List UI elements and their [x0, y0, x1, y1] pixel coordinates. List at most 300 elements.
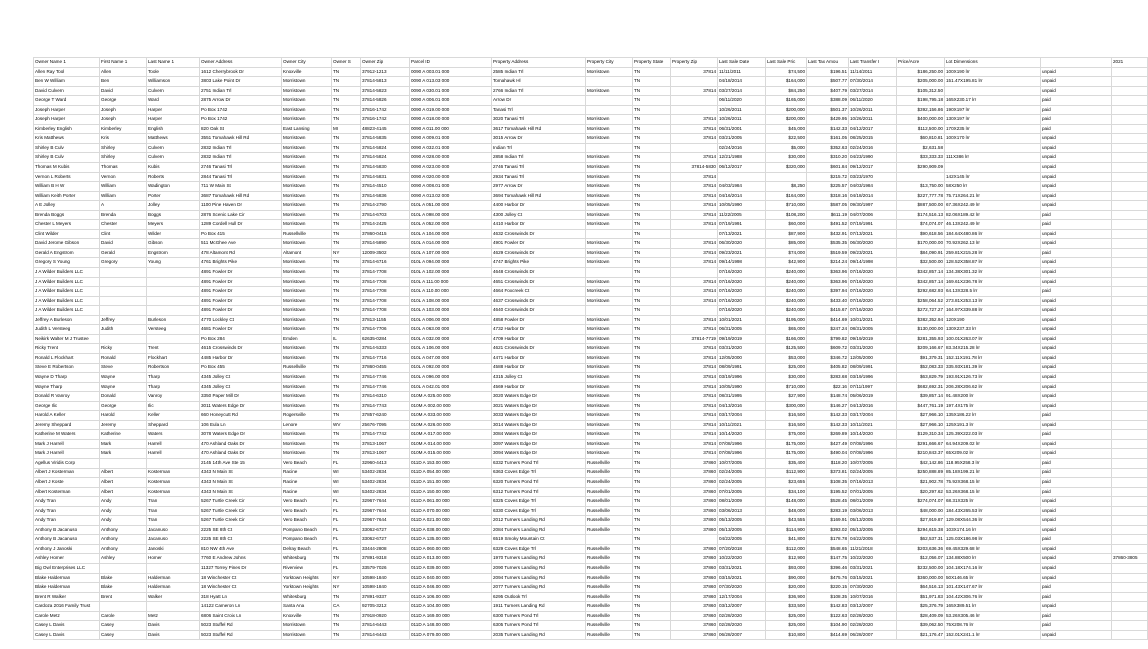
cell-owner_city[interactable]: Vero Beach — [282, 516, 332, 526]
cell-price_per_acre[interactable]: $232,500.00 — [897, 563, 945, 573]
cell-last_sale_date[interactable]: 10/26/2011 — [718, 105, 766, 115]
cell-property_city[interactable] — [586, 77, 633, 87]
cell-owner_address[interactable]: 5267 Turtle Creek Cir — [200, 506, 282, 516]
table-row[interactable] — [34, 602, 1148, 612]
cell-last_tax_amount[interactable]: $142.83 — [807, 602, 849, 612]
table-row[interactable] — [34, 143, 1148, 153]
cell-owner_name[interactable]: Katherine M Waters — [34, 430, 100, 440]
cell-last_tax_amount[interactable]: $122.63 — [807, 611, 849, 621]
cell-owner_zip[interactable]: 33444-2808 — [361, 544, 410, 554]
cell-price_per_acre[interactable]: $682,692.31 — [897, 382, 945, 392]
cell-owner_name[interactable]: Brenda Boggs — [34, 210, 100, 220]
cell-last_sale_price[interactable]: $30,000 — [766, 373, 807, 383]
cell-property_state[interactable]: TN — [633, 373, 671, 383]
cell-owner_city[interactable]: Morristown — [282, 77, 332, 87]
cell-owner_name[interactable]: Kimberley English — [34, 124, 100, 134]
cell-owner_name[interactable]: Harold A Keller — [34, 411, 100, 421]
column-header-property_zip[interactable]: Property Zip — [671, 58, 718, 68]
cell-last_transfer[interactable]: 10/11/2021 — [849, 420, 897, 430]
cell-property_state[interactable]: TN — [633, 630, 671, 640]
cell-status[interactable]: paid — [1041, 124, 1112, 134]
table-row[interactable] — [34, 229, 1148, 239]
cell-property_zip[interactable]: 37814 — [671, 153, 718, 163]
cell-property_address[interactable]: 1970 Turners Landing Rd — [492, 554, 586, 564]
table-row[interactable] — [34, 287, 1148, 297]
cell-owner_state[interactable]: TN — [332, 363, 361, 373]
cell-parcel_id[interactable]: 010M A 002.00 000 — [410, 401, 492, 411]
cell-owner_city[interactable]: Santa Ana — [282, 602, 332, 612]
cell-last_sale_price[interactable] — [766, 172, 807, 182]
cell-lot_dimensions[interactable]: 170X235 lrr — [945, 124, 1041, 134]
cell-last_transfer[interactable]: 11/21/2018 — [849, 544, 897, 554]
cell-last_tax_amount[interactable]: $283.68 — [807, 373, 849, 383]
cell-owner_name[interactable]: Judith L Versteeg — [34, 325, 100, 335]
cell-last_tax_amount[interactable]: $269.89 — [807, 430, 849, 440]
cell-parcel_id[interactable]: 0090 A 030.01 000 — [410, 86, 492, 96]
cell-property_zip[interactable]: 37814 — [671, 449, 718, 459]
cell-owner_address[interactable]: 478 Altamont Rd — [200, 248, 282, 258]
cell-owner_address[interactable]: 3551 Tomahawk Hill Rd — [200, 134, 282, 144]
cell-property_state[interactable]: TN — [633, 573, 671, 583]
cell-price_per_acre[interactable]: $360,000.00 — [897, 573, 945, 583]
cell-owner_name[interactable]: Mark J Harrell — [34, 449, 100, 459]
cell-year[interactable] — [1112, 306, 1148, 316]
cell-first_name[interactable]: Jeffrey — [100, 315, 147, 325]
cell-property_address[interactable]: Arrow Dr — [492, 96, 586, 106]
cell-property_state[interactable]: TN — [633, 430, 671, 440]
cell-owner_zip[interactable]: 37860-0415 — [361, 229, 410, 239]
cell-last_name[interactable]: Williamson — [147, 77, 200, 87]
cell-property_address[interactable]: 4471 Harbor Dr — [492, 353, 586, 363]
cell-property_address[interactable]: 2977 Arrow Dr — [492, 182, 586, 192]
cell-last_sale_date[interactable] — [718, 172, 766, 182]
cell-price_per_acre[interactable]: $64,516.13 — [897, 583, 945, 593]
cell-last_sale_price[interactable]: $90,000 — [766, 573, 807, 583]
cell-property_state[interactable]: TN — [633, 315, 671, 325]
cell-last_name[interactable]: Waters — [147, 430, 200, 440]
cell-year[interactable] — [1112, 392, 1148, 402]
cell-owner_address[interactable]: 4485 Harbor Dr — [200, 353, 282, 363]
cell-owner_zip[interactable]: 33579-7026 — [361, 563, 410, 573]
column-header-last_transfer[interactable]: Last Transfer I — [849, 58, 897, 68]
cell-last_transfer[interactable]: 06/30/2020 — [849, 239, 897, 249]
cell-owner_state[interactable]: TN — [332, 134, 361, 144]
cell-last_sale_date[interactable]: 07/16/2020 — [718, 306, 766, 316]
cell-price_per_acre[interactable]: $272,727.27 — [897, 306, 945, 316]
cell-last_tax_amount[interactable]: $108.35 — [807, 592, 849, 602]
cell-property_address[interactable]: 4621 Crosswinds Dr — [492, 344, 586, 354]
cell-status[interactable]: unpaid — [1041, 544, 1112, 554]
cell-owner_zip[interactable]: 37814-6443 — [361, 630, 410, 640]
cell-first_name[interactable]: Ben — [100, 77, 147, 87]
cell-price_per_acre[interactable]: $74,074.07 — [897, 220, 945, 230]
cell-lot_dimensions[interactable]: 101.43X147.67 lrr — [945, 583, 1041, 593]
cell-last_transfer[interactable]: 08/09/1991 — [849, 363, 897, 373]
cell-last_transfer[interactable]: 10/26/2011 — [849, 105, 897, 115]
cell-lot_dimensions[interactable]: 129.08X544.36 lrr — [945, 516, 1041, 526]
cell-owner_city[interactable]: Morristown — [282, 153, 332, 163]
cell-property_zip[interactable]: 37814 — [671, 220, 718, 230]
cell-property_city[interactable]: Russellville — [586, 458, 633, 468]
cell-last_name[interactable]: Davis — [147, 630, 200, 640]
cell-status[interactable]: unpaid — [1041, 602, 1112, 612]
cell-owner_city[interactable]: Delray Beach — [282, 544, 332, 554]
cell-last_sale_date[interactable]: 12/17/2004 — [718, 592, 766, 602]
cell-lot_dimensions[interactable]: 118.95X258.3 lrr — [945, 458, 1041, 468]
cell-last_sale_price[interactable]: $710,000 — [766, 382, 807, 392]
cell-lot_dimensions[interactable]: 75X208.76 lrr — [945, 621, 1041, 631]
cell-owner_city[interactable]: East Lansing — [282, 124, 332, 134]
cell-parcel_id[interactable]: 011D A 148.00 000 — [410, 621, 492, 631]
cell-property_zip[interactable]: 37814 — [671, 191, 718, 201]
cell-owner_address[interactable]: 4891 Fowler Dr — [200, 306, 282, 316]
cell-first_name[interactable] — [100, 458, 147, 468]
cell-owner_name[interactable]: Wayne D Tharp — [34, 373, 100, 383]
cell-owner_state[interactable]: TN — [332, 344, 361, 354]
cell-first_name[interactable]: David — [100, 86, 147, 96]
cell-parcel_id[interactable]: 010M A 033.00 000 — [410, 411, 492, 421]
cell-year[interactable] — [1112, 153, 1148, 163]
table-row[interactable] — [34, 392, 1148, 402]
cell-price_per_acre[interactable]: $60,810.81 — [897, 134, 945, 144]
cell-last_name[interactable]: Kosterman — [147, 478, 200, 488]
cell-owner_state[interactable]: TN — [332, 611, 361, 621]
cell-last_tax_amount[interactable]: $490.04 — [807, 449, 849, 459]
cell-last_sale_date[interactable]: 07/01/2005 — [718, 487, 766, 497]
cell-property_address[interactable]: 2746 Tanasi Trl — [492, 163, 586, 173]
table-row[interactable] — [34, 411, 1148, 421]
cell-owner_zip[interactable]: 37814-5823 — [361, 86, 410, 96]
cell-price_per_acre[interactable]: $291,666.67 — [897, 439, 945, 449]
cell-year[interactable] — [1112, 67, 1148, 77]
cell-year[interactable] — [1112, 182, 1148, 192]
cell-last_sale_price[interactable]: $200,000 — [766, 105, 807, 115]
cell-owner_address[interactable]: 810 NW 4th Ave — [200, 544, 282, 554]
cell-property_zip[interactable]: 37814 — [671, 86, 718, 96]
cell-first_name[interactable]: Jeremy — [100, 420, 147, 430]
cell-parcel_id[interactable]: 011D A 054.00 000 — [410, 468, 492, 478]
table-row[interactable] — [34, 191, 1148, 201]
cell-first_name[interactable]: Ricky — [100, 344, 147, 354]
cell-last_transfer[interactable]: 04/13/2016 — [849, 401, 897, 411]
cell-property_zip[interactable]: 37814 — [671, 430, 718, 440]
cell-last_name[interactable]: Harper — [147, 105, 200, 115]
cell-last_tax_amount[interactable]: $108.35 — [807, 478, 849, 488]
cell-owner_state[interactable]: TN — [332, 86, 361, 96]
cell-last_name[interactable]: Versteeg — [147, 325, 200, 335]
cell-last_tax_amount[interactable]: $799.82 — [807, 334, 849, 344]
cell-price_per_acre[interactable]: $13,750.00 — [897, 182, 945, 192]
cell-owner_name[interactable]: J A Wilder Builders LLC — [34, 277, 100, 287]
cell-parcel_id[interactable]: 011D A 150.00 000 — [410, 487, 492, 497]
cell-owner_state[interactable]: FL — [332, 525, 361, 535]
cell-property_state[interactable]: TN — [633, 382, 671, 392]
cell-year[interactable] — [1112, 163, 1148, 173]
cell-parcel_id[interactable]: 0090 A 023.00 000 — [410, 163, 492, 173]
cell-status[interactable]: paid — [1041, 621, 1112, 631]
cell-owner_city[interactable]: Russellville — [282, 363, 332, 373]
cell-owner_name[interactable]: George Ilic — [34, 401, 100, 411]
cell-last_sale_price[interactable]: $48,000 — [766, 506, 807, 516]
cell-last_transfer[interactable]: 03/19/1996 — [849, 373, 897, 383]
cell-last_sale_price[interactable]: $16,500 — [766, 411, 807, 421]
cell-first_name[interactable]: Clint — [100, 229, 147, 239]
cell-price_per_acre[interactable] — [897, 172, 945, 182]
cell-price_per_acre[interactable]: $12,056.07 — [897, 554, 945, 564]
cell-owner_zip[interactable]: 32967-7644 — [361, 516, 410, 526]
cell-last_sale_date[interactable]: 07/16/2020 — [718, 277, 766, 287]
cell-owner_name[interactable]: Thomas M Kubis — [34, 163, 100, 173]
cell-owner_name[interactable]: Casey L Davis — [34, 621, 100, 631]
cell-last_tax_amount[interactable]: $393.02 — [807, 525, 849, 535]
cell-last_transfer[interactable]: 09/14/1998 — [849, 258, 897, 268]
cell-property_city[interactable]: Russellville — [586, 487, 633, 497]
cell-property_city[interactable] — [586, 229, 633, 239]
cell-lot_dimensions[interactable]: 165X389.51 lrr — [945, 602, 1041, 612]
cell-parcel_id[interactable]: 0090 A 009.01 000 — [410, 134, 492, 144]
cell-property_zip[interactable]: 37814 — [671, 239, 718, 249]
cell-year[interactable] — [1112, 201, 1148, 211]
cell-owner_zip[interactable]: 37813-1155 — [361, 315, 410, 325]
cell-owner_zip[interactable]: 33062-6727 — [361, 525, 410, 535]
cell-property_state[interactable]: TN — [633, 86, 671, 96]
cell-property_city[interactable]: Morristown — [586, 153, 633, 163]
cell-property_zip[interactable]: 37860 — [671, 487, 718, 497]
cell-lot_dimensions[interactable]: 193.91X126.73 lrr — [945, 373, 1041, 383]
cell-last_sale_price[interactable]: $108,200 — [766, 210, 807, 220]
cell-last_name[interactable]: Culvern — [147, 86, 200, 96]
cell-property_address[interactable]: 6325 Coves Edge Trl — [492, 497, 586, 507]
cell-parcel_id[interactable]: 010L A 052.00 000 — [410, 220, 492, 230]
cell-parcel_id[interactable]: 010L A 107.00 000 — [410, 248, 492, 258]
cell-owner_city[interactable]: Yorktown Heights — [282, 583, 332, 593]
cell-property_zip[interactable]: 37814 — [671, 287, 718, 297]
cell-owner_state[interactable]: TN — [332, 220, 361, 230]
cell-owner_state[interactable]: FL — [332, 563, 361, 573]
cell-lot_dimensions[interactable]: 53.26X368.15 lrr — [945, 487, 1041, 497]
cell-owner_address[interactable]: 4891 Fowler Dr — [200, 296, 282, 306]
table-row[interactable] — [34, 306, 1148, 316]
cell-owner_state[interactable]: FL — [332, 516, 361, 526]
cell-property_zip[interactable]: 37814 — [671, 182, 718, 192]
cell-property_zip[interactable]: 37860 — [671, 544, 718, 554]
table-row[interactable] — [34, 516, 1148, 526]
cell-property_zip[interactable]: 37860 — [671, 458, 718, 468]
cell-owner_name[interactable]: Vernon L Roberts — [34, 172, 100, 182]
cell-property_city[interactable]: Morristown — [586, 201, 633, 211]
cell-first_name[interactable]: Anthony — [100, 544, 147, 554]
cell-parcel_id[interactable]: 011D A 046.00 000 — [410, 583, 492, 593]
cell-price_per_acre[interactable]: $292,682.93 — [897, 287, 945, 297]
cell-owner_name[interactable]: Anthony B Jacanuso — [34, 525, 100, 535]
cell-owner_state[interactable]: TN — [332, 287, 361, 297]
cell-property_zip[interactable]: 37814 — [671, 134, 718, 144]
cell-property_city[interactable]: Morristown — [586, 334, 633, 344]
cell-parcel_id[interactable]: 0090 A 013.03 000 — [410, 77, 492, 87]
cell-property_address[interactable]: 4732 Harbor Dr — [492, 325, 586, 335]
cell-lot_dimensions[interactable]: 46.13X242.49 lrr — [945, 220, 1041, 230]
cell-owner_city[interactable]: Morristown — [282, 621, 332, 631]
cell-owner_zip[interactable]: 92705-3212 — [361, 602, 410, 612]
cell-owner_address[interactable]: 14122 Cameron Ln — [200, 602, 282, 612]
cell-last_sale_date[interactable]: 03/15/2021 — [718, 573, 766, 583]
cell-last_name[interactable]: Young — [147, 258, 200, 268]
cell-year[interactable] — [1112, 468, 1148, 478]
cell-status[interactable]: paid — [1041, 210, 1112, 220]
cell-owner_state[interactable]: TN — [332, 210, 361, 220]
cell-year[interactable]: 37860-3805 — [1112, 554, 1148, 564]
cell-status[interactable]: unpaid — [1041, 201, 1112, 211]
cell-property_city[interactable]: Morristown — [586, 325, 633, 335]
cell-property_address[interactable]: 6312 Turners Pond Trl — [492, 487, 586, 497]
cell-last_name[interactable]: Tran — [147, 516, 200, 526]
cell-year[interactable] — [1112, 487, 1148, 497]
cell-last_transfer[interactable]: 10/07/2016 — [849, 592, 897, 602]
cell-first_name[interactable]: William — [100, 191, 147, 201]
cell-last_transfer[interactable]: 07/19/1991 — [849, 220, 897, 230]
cell-parcel_id[interactable]: 0090 A 020.00 000 — [410, 172, 492, 182]
cell-last_transfer[interactable]: 03/27/2014 — [849, 86, 897, 96]
cell-status[interactable]: unpaid — [1041, 373, 1112, 383]
table-row[interactable] — [34, 611, 1148, 621]
table-row[interactable] — [34, 621, 1148, 631]
table-row[interactable] — [34, 630, 1148, 640]
cell-lot_dimensions[interactable]: 134.38X301.32 lrr — [945, 268, 1041, 278]
cell-owner_state[interactable]: FL — [332, 497, 361, 507]
cell-owner_zip[interactable]: 25676-7095 — [361, 420, 410, 430]
cell-owner_state[interactable]: TN — [332, 592, 361, 602]
cell-last_tax_amount[interactable]: $388.09 — [807, 96, 849, 106]
cell-last_tax_amount[interactable]: $611.19 — [807, 210, 849, 220]
cell-property_state[interactable]: TN — [633, 478, 671, 488]
cell-owner_name[interactable]: Albert J Kosterman — [34, 468, 100, 478]
cell-price_per_acre[interactable]: $203,636.36 — [897, 544, 945, 554]
cell-property_zip[interactable]: 37814 — [671, 373, 718, 383]
cell-owner_state[interactable]: TN — [332, 153, 361, 163]
cell-price_per_acre[interactable]: $382,352.94 — [897, 315, 945, 325]
cell-last_tax_amount[interactable]: $363.96 — [807, 277, 849, 287]
cell-last_transfer[interactable]: 04/03/1984 — [849, 182, 897, 192]
cell-owner_state[interactable]: TN — [332, 325, 361, 335]
cell-last_sale_price[interactable]: $164,000 — [766, 77, 807, 87]
cell-first_name[interactable]: Ashley — [100, 554, 147, 564]
cell-first_name[interactable]: Judith — [100, 325, 147, 335]
column-header-last_sale_date[interactable]: Last Sale Date — [718, 58, 766, 68]
cell-owner_state[interactable]: TN — [332, 96, 361, 106]
cell-last_sale_date[interactable]: 07/08/1996 — [718, 449, 766, 459]
cell-parcel_id[interactable]: 010L A 108.00 000 — [410, 296, 492, 306]
table-row[interactable] — [34, 535, 1148, 545]
cell-property_state[interactable]: TN — [633, 220, 671, 230]
cell-first_name[interactable] — [100, 296, 147, 306]
cell-property_city[interactable]: Russellville — [586, 583, 633, 593]
cell-parcel_id[interactable]: 011D A 151.00 000 — [410, 478, 492, 488]
cell-property_address[interactable]: 4315 Jolley Ct — [492, 373, 586, 383]
cell-property_city[interactable]: Morristown — [586, 439, 633, 449]
cell-first_name[interactable]: George — [100, 96, 147, 106]
cell-last_sale_date[interactable]: 04/13/2016 — [718, 401, 766, 411]
cell-first_name[interactable] — [100, 306, 147, 316]
cell-owner_address[interactable]: 18 Winchester Ct — [200, 583, 282, 593]
table-row[interactable] — [34, 86, 1148, 96]
table-row[interactable] — [34, 67, 1148, 77]
cell-property_state[interactable]: TN — [633, 602, 671, 612]
cell-year[interactable] — [1112, 506, 1148, 516]
cell-property_state[interactable]: TN — [633, 525, 671, 535]
cell-last_sale_price[interactable]: $12,900 — [766, 554, 807, 564]
cell-property_state[interactable]: TN — [633, 105, 671, 115]
cell-owner_state[interactable]: WI — [332, 487, 361, 497]
cell-last_sale_price[interactable]: $20,000 — [766, 583, 807, 593]
cell-owner_zip[interactable]: 37814-7716 — [361, 353, 410, 363]
cell-owner_zip[interactable]: 37814-5836 — [361, 191, 410, 201]
cell-property_state[interactable]: TN — [633, 363, 671, 373]
cell-last_transfer[interactable]: 07/13/2021 — [849, 229, 897, 239]
cell-year[interactable] — [1112, 583, 1148, 593]
cell-status[interactable]: paid — [1041, 115, 1112, 125]
cell-property_city[interactable]: Morristown — [586, 287, 633, 297]
cell-year[interactable] — [1112, 287, 1148, 297]
cell-last_sale_price[interactable]: $36,900 — [766, 592, 807, 602]
cell-property_city[interactable] — [586, 535, 633, 545]
cell-last_name[interactable]: Wadington — [147, 182, 200, 192]
cell-status[interactable]: unpaid — [1041, 344, 1112, 354]
cell-owner_zip[interactable]: 10598-1840 — [361, 573, 410, 583]
cell-status[interactable]: unpaid — [1041, 315, 1112, 325]
cell-property_state[interactable]: TN — [633, 544, 671, 554]
cell-price_per_acre[interactable]: $39,857.14 — [897, 392, 945, 402]
cell-owner_address[interactable]: 2751 Indian Trl — [200, 86, 282, 96]
cell-parcel_id[interactable]: 011D A 013.00 000 — [410, 554, 492, 564]
cell-last_sale_date[interactable]: 09/19/2019 — [718, 334, 766, 344]
cell-last_sale_price[interactable]: $60,000 — [766, 220, 807, 230]
cell-last_tax_amount[interactable]: $363.96 — [807, 268, 849, 278]
cell-status[interactable]: unpaid — [1041, 449, 1112, 459]
cell-first_name[interactable]: Casey — [100, 621, 147, 631]
cell-status[interactable]: unpaid — [1041, 67, 1112, 77]
cell-year[interactable] — [1112, 296, 1148, 306]
cell-lot_dimensions[interactable]: 64.13X328.5 lrr — [945, 287, 1041, 297]
cell-lot_dimensions[interactable]: 111X386 lrr — [945, 153, 1041, 163]
cell-last_tax_amount[interactable]: $225.57 — [807, 182, 849, 192]
cell-property_state[interactable]: TN — [633, 535, 671, 545]
cell-property_address[interactable]: 2084 Turners Landing Rd — [492, 525, 586, 535]
cell-owner_city[interactable]: Emden — [282, 334, 332, 344]
cell-property_zip[interactable]: 37814 — [671, 344, 718, 354]
cell-last_sale_date[interactable]: 11/11/2011 — [718, 67, 766, 77]
cell-property_city[interactable]: Morristown — [586, 191, 633, 201]
cell-property_state[interactable]: TN — [633, 468, 671, 478]
cell-property_address[interactable]: 4588 Harbor Dr — [492, 363, 586, 373]
cell-last_sale_date[interactable]: 07/16/2020 — [718, 268, 766, 278]
cell-property_city[interactable]: Morristown — [586, 248, 633, 258]
cell-owner_state[interactable]: TN — [332, 353, 361, 363]
cell-last_sale_date[interactable]: 02/28/2020 — [718, 621, 766, 631]
cell-owner_zip[interactable]: 33062-6727 — [361, 535, 410, 545]
cell-owner_name[interactable]: Ronald L Flockhart — [34, 353, 100, 363]
cell-last_sale_date[interactable]: 04/22/2005 — [718, 535, 766, 545]
cell-lot_dimensions[interactable]: 104.18X174.16 lrr — [945, 563, 1041, 573]
cell-property_address[interactable]: 4901 Fowler Dr — [492, 239, 586, 249]
cell-last_name[interactable]: Homer — [147, 554, 200, 564]
cell-owner_zip[interactable]: 37814-5890 — [361, 239, 410, 249]
cell-owner_address[interactable]: 820 Oak St — [200, 124, 282, 134]
table-row[interactable] — [34, 163, 1148, 173]
cell-owner_name[interactable]: William B H W — [34, 182, 100, 192]
cell-property_address[interactable]: 6305 Turners Pond Trl — [492, 621, 586, 631]
cell-property_zip[interactable]: 37814 — [671, 258, 718, 268]
cell-property_city[interactable]: Russellville — [586, 563, 633, 573]
